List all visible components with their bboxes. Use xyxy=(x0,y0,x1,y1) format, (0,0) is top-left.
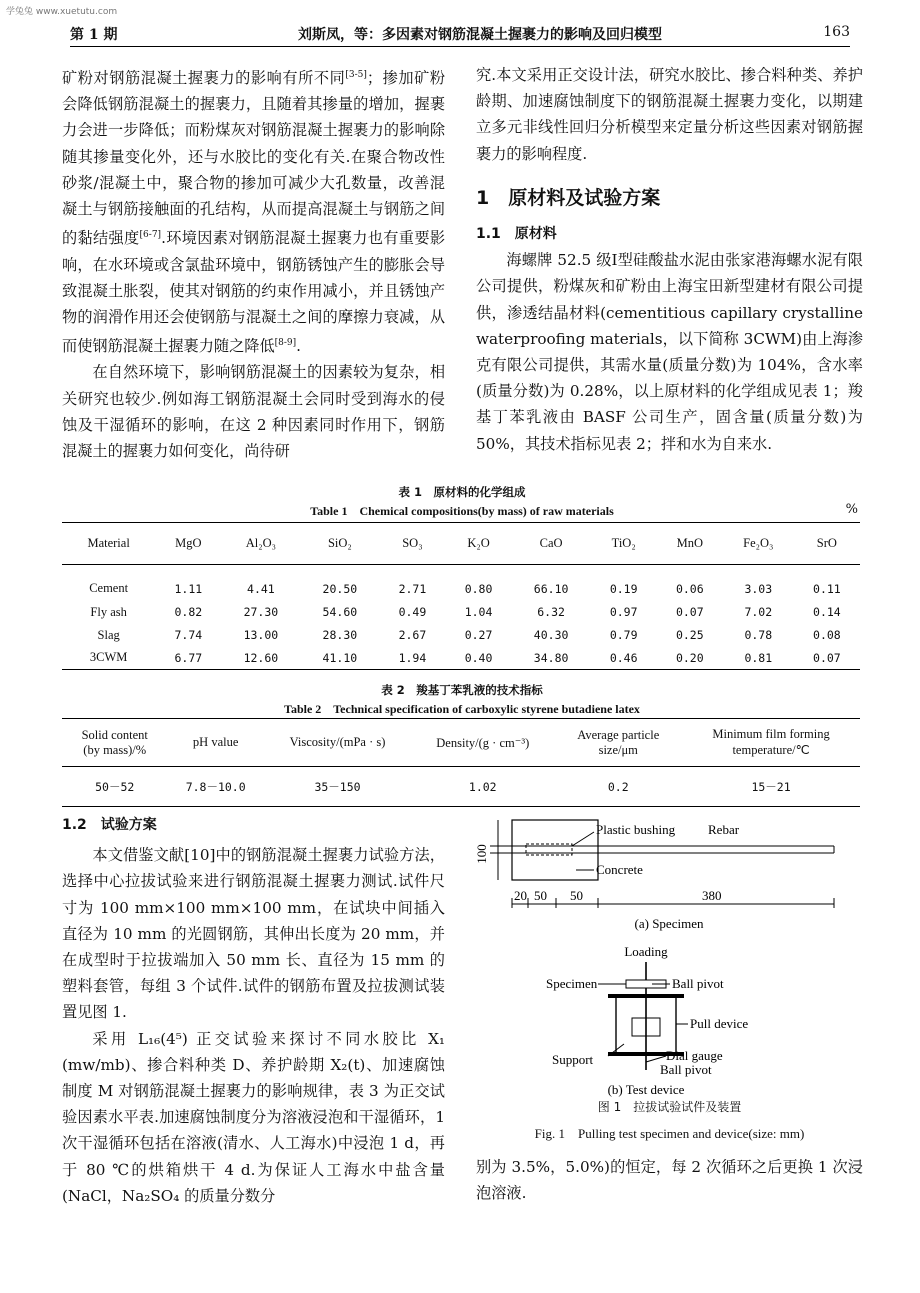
text-run: ；掺加矿粉会降低钢筋混凝土的握裹力，且随着其掺量的增加，握裹力会进一步降低；而粉煤灰对钢筋混凝土握裹力的影响除随其掺量变化外，还与水胶比的变化有关.在聚合物改性砂浆/混凝土中，聚合物的掺加可减少大孔数量，改善混凝土与钢筋接触面的孔结构，从而提高混凝土与钢筋之间的黏结强度 xyxy=(62,69,446,248)
table1-cell: 1.04 xyxy=(464,605,493,619)
label-dial-gauge: Dial gauge xyxy=(666,1048,723,1063)
table1-cell: 0.07 xyxy=(675,605,704,619)
dim-380: 380 xyxy=(702,888,722,903)
sub-caption-a: (a) Specimen xyxy=(634,916,704,931)
table1-header-cell: SrO xyxy=(794,523,860,565)
table1-cell: 40.30 xyxy=(533,628,569,642)
table1-cell: 0.19 xyxy=(609,581,638,596)
table1-cell: 20.50 xyxy=(322,581,358,596)
table1-caption xyxy=(62,484,862,519)
left-lower-paragraph-1: 本文借鉴文献[10]中的钢筋混凝土握裹力试验方法，选择中心拉拔试验来进行钢筋混凝土握裹力测试.试件尺寸为 100 mm×100 mm×100 mm，在试块中间插入直径为 10 mm 的光圆钢筋，其伸出长度为 20 mm，并在成型时于拉拔端加入 50 mm 长、直径为 15 mm 的塑料套管，每组 3 个试件.试件的钢筋布置及拉拔测试装置见图 1. xyxy=(62,846,445,1022)
citation: [6-7] xyxy=(139,230,162,241)
label-ball-pivot: Ball pivot xyxy=(672,976,724,991)
table1-cell: 6.77 xyxy=(155,647,221,670)
label-ball-pivot-2: Ball pivot xyxy=(660,1062,712,1077)
subsection-heading-1-1: 1.1 原材料 xyxy=(476,226,557,243)
table1-cell: 1.11 xyxy=(174,581,203,596)
table2-cell: 1.02 xyxy=(411,767,554,807)
text-run: . xyxy=(296,337,301,356)
table2-header-cell xyxy=(62,719,167,767)
right-paragraph-0: 究.本文采用正交设计法，研究水胶比、掺合料种类、养护龄期、加速腐蚀制度下的钢筋混凝土握裹力变化，以期建立多元非线性回归分析模型来定量分析这些因素对钢筋握裹力的影响程度. xyxy=(476,66,863,163)
label-rebar: Rebar xyxy=(708,822,740,837)
right-paragraph-1: 海螺牌 52.5 级Ⅰ型硅酸盐水泥由张家港海螺水泥有限公司提供，粉煤灰和矿粉由上海宝田新型建材有限公司提供，渗透结晶材料(cementitious capillary crystalline waterproofing materials，以下简称 3CWM)由上海渗克有限公司提供，其需水量(质量分数)为 104%，含水率(质量分数)为 0.28%，以上原材料的化学组成见表 1；羧基丁苯乳液由 BASF 公司生产，固含量(质量分数)为 50%，其技术指标见表 2；拌和水为自来水. xyxy=(476,251,863,453)
table1-header-cell: MgO xyxy=(155,523,221,565)
table1-cell: 0.40 xyxy=(445,647,511,670)
figure1-caption xyxy=(476,1098,863,1142)
table1-cell: 0.11 xyxy=(813,581,841,596)
table1-cell: Slag xyxy=(97,627,120,642)
table-row xyxy=(62,767,860,807)
table1-cell: 0.25 xyxy=(675,628,704,642)
dim-50b: 50 xyxy=(570,888,583,903)
table1-cell: 7.74 xyxy=(174,628,203,642)
table1-cell: Cement xyxy=(89,581,129,596)
table1-cell: 0.79 xyxy=(609,628,638,642)
label-support: Support xyxy=(552,1052,594,1067)
right-column-bottom xyxy=(476,1154,863,1206)
table1-cell: 2.67 xyxy=(398,628,427,642)
table1-cell: 3.03 xyxy=(744,581,773,596)
table1-caption-en: Table 1 Chemical compositions(by mass) of raw materials xyxy=(310,504,614,518)
table1-cell: 0.80 xyxy=(464,581,493,596)
table2-cell: 0.2 xyxy=(554,767,682,807)
left-lower-paragraph-2: 采用 L₁₆(4⁵) 正交试验来探讨不同水胶比 X₁ (mw/mb)、掺合料种类 D、养护龄期 X₂(t)、加速腐蚀制度 M 对钢筋混凝土握裹力的影响规律，表 3 为正交试验因素水平表.加速腐蚀制度分为溶液浸泡和干湿循环，1 次干湿循环包括在溶液(清水、人工海水)中浸泡 1 d，再于 80 ℃的烘箱烘干 4 d.为保证人工海水中盐含量(NaCl，Na₂SO₄ 的质量分数分 xyxy=(62,1029,445,1205)
label-concrete: Concrete xyxy=(596,862,643,877)
table1-header-cell: MnO xyxy=(657,523,723,565)
leader-bushing xyxy=(572,832,594,846)
table-row xyxy=(62,624,860,647)
table1-header-cell: SO₃ xyxy=(379,523,445,565)
label-specimen: Specimen xyxy=(546,976,598,991)
running-title: 刘斯凤，等：多因素对钢筋混凝土握裹力的影响及回归模型 xyxy=(298,27,662,43)
figure-1 xyxy=(476,812,863,1147)
table1-cell: 0.07 xyxy=(794,647,860,670)
table1-cell: 0.08 xyxy=(813,628,841,642)
table2-header-line: (by mass)/% xyxy=(83,742,147,757)
figure1-caption-cn: 图 1 拉拔试验试件及装置 xyxy=(597,1100,742,1114)
subsection-heading-1-2: 1.2 试验方案 xyxy=(62,817,157,833)
table2-caption-en: Table 2 Technical specification of carboxylic styrene butadiene latex xyxy=(284,702,640,716)
label-loading: Loading xyxy=(624,944,668,959)
table2-cell: 15－21 xyxy=(682,767,860,807)
right-tail-paragraph: 别为 3.5%，5.0%)的恒定，每 2 次循环之后更换 1 次浸泡溶液. xyxy=(476,1158,863,1203)
left-paragraph-1 xyxy=(62,62,445,359)
table1 xyxy=(62,522,860,670)
table2-header-cell xyxy=(264,719,411,767)
table1-cell: 2.71 xyxy=(398,581,427,596)
citation: [3-5] xyxy=(345,70,367,80)
left-paragraph-2: 在自然环境下，影响钢筋混凝土的因素较为复杂，相关研究也较少.例如海工钢筋混凝土会同时受到海水的侵蚀及干湿循环的影响，在这 2 种因素同时作用下，钢筋混凝土的握裹力如何变化，尚待研 xyxy=(62,363,445,461)
section-heading-1: 1 原材料及试验方案 xyxy=(476,186,661,209)
table1-header-cell: Fe₂O₃ xyxy=(723,523,794,565)
table2-header-line: Minimum film forming xyxy=(712,727,830,741)
dim-ticks xyxy=(512,898,834,908)
table-row xyxy=(62,565,860,601)
table2-header-line: Average particle xyxy=(577,727,660,742)
table-row xyxy=(62,601,860,624)
top-plate xyxy=(608,994,684,998)
table1-cell: 0.97 xyxy=(609,605,638,619)
table-row xyxy=(62,647,860,670)
table1-cell: 3CWM xyxy=(62,647,155,670)
table2-caption xyxy=(62,682,862,717)
table1-cell: 0.78 xyxy=(744,628,773,642)
table2-cell: 50－52 xyxy=(62,767,167,807)
table1-cell: 54.60 xyxy=(322,605,358,619)
figure1-caption-en: Fig. 1 Pulling test specimen and device(size: mm) xyxy=(534,1126,805,1141)
watermark: 学兔兔 www.xuetutu.com xyxy=(6,7,118,17)
right-column-top xyxy=(476,62,863,457)
table1-header-cell: CaO xyxy=(512,523,591,565)
table2-header-cell xyxy=(554,719,682,767)
table2 xyxy=(62,718,860,807)
table2-header-cell xyxy=(682,719,860,767)
table2-header-line: size/μm xyxy=(598,742,638,757)
table1-header-cell: SiO₂ xyxy=(300,523,379,565)
table2-cell: 7.8－10.0 xyxy=(167,767,263,807)
citation: [8-9] xyxy=(274,338,297,349)
table1-caption-cn: 表 1 原材料的化学组成 xyxy=(398,485,526,499)
table1-cell: 0.81 xyxy=(723,647,794,670)
table2-caption-cn: 表 2 羧基丁苯乳液的技术指标 xyxy=(381,683,543,697)
table2-header-cell xyxy=(411,719,554,767)
table1-cell: 0.14 xyxy=(813,605,841,619)
label-plastic-bushing: Plastic bushing xyxy=(596,822,676,837)
table1-cell: 41.10 xyxy=(300,647,379,670)
table1-cell: 6.32 xyxy=(537,605,565,619)
table1-cell: 1.94 xyxy=(379,647,445,670)
table1-cell: 0.27 xyxy=(464,628,493,642)
label-pull-device: Pull device xyxy=(690,1016,749,1031)
table1-cell: 12.60 xyxy=(221,647,300,670)
table2-cell: 35－150 xyxy=(264,767,411,807)
table2-header-cell xyxy=(167,719,263,767)
table1-cell: 7.02 xyxy=(744,605,773,619)
table1-cell: 0.82 xyxy=(174,605,203,619)
table2-header-line: pH value xyxy=(192,735,239,749)
table1-cell: 0.49 xyxy=(398,605,427,619)
left-column-top xyxy=(62,62,445,464)
table1-cell: 66.10 xyxy=(533,581,569,596)
table2-header-line: Viscosity/(mPa · s) xyxy=(289,735,386,749)
table1-unit: % xyxy=(845,502,858,517)
concrete-block xyxy=(512,820,598,880)
table2-header-line: Density/(g · cm⁻³) xyxy=(436,735,530,750)
dim-50a: 50 xyxy=(534,888,547,903)
table1-cell: 0.20 xyxy=(657,647,723,670)
table1-cell: 28.30 xyxy=(322,628,358,642)
table1-cell: Fly ash xyxy=(90,604,127,619)
table1-cell: 4.41 xyxy=(247,581,275,596)
page-number: 163 xyxy=(823,24,850,40)
table1-cell: 27.30 xyxy=(243,605,279,619)
issue-number: 第 1 期 xyxy=(70,27,118,43)
text-run: 矿粉对钢筋混凝土握裹力的影响有所不同 xyxy=(62,69,346,88)
table2-header-line: Solid content xyxy=(81,727,148,742)
dim-20: 20 xyxy=(514,888,527,903)
table1-cell: 13.00 xyxy=(243,628,279,642)
table1-header-cell: Material xyxy=(62,523,155,565)
table1-header-cell: K₂O xyxy=(445,523,511,565)
sub-caption-b: (b) Test device xyxy=(607,1082,685,1097)
table1-header-cell: TiO₂ xyxy=(591,523,657,565)
table1-cell: 0.06 xyxy=(675,581,704,596)
table1-cell: 0.46 xyxy=(591,647,657,670)
dim-100-label: 100 xyxy=(474,844,489,864)
table1-cell: 34.80 xyxy=(512,647,591,670)
text-run: .环境因素对钢筋混凝土握裹力也有重要影响，在水环境或含氯盐环境中，钢筋锈蚀产生的膨胀会导致混凝土胀裂，使其对钢筋的约束作用减小，并且锈蚀产物的润滑作用还会使钢筋与混凝土之间的摩擦力衰减，从而使钢筋混凝土握裹力随之降低 xyxy=(62,229,446,356)
table1-header-cell: Al₂O₃ xyxy=(221,523,300,565)
table2-header-line: temperature/℃ xyxy=(732,743,810,757)
left-column-bottom xyxy=(62,812,445,1209)
running-header xyxy=(70,18,850,47)
